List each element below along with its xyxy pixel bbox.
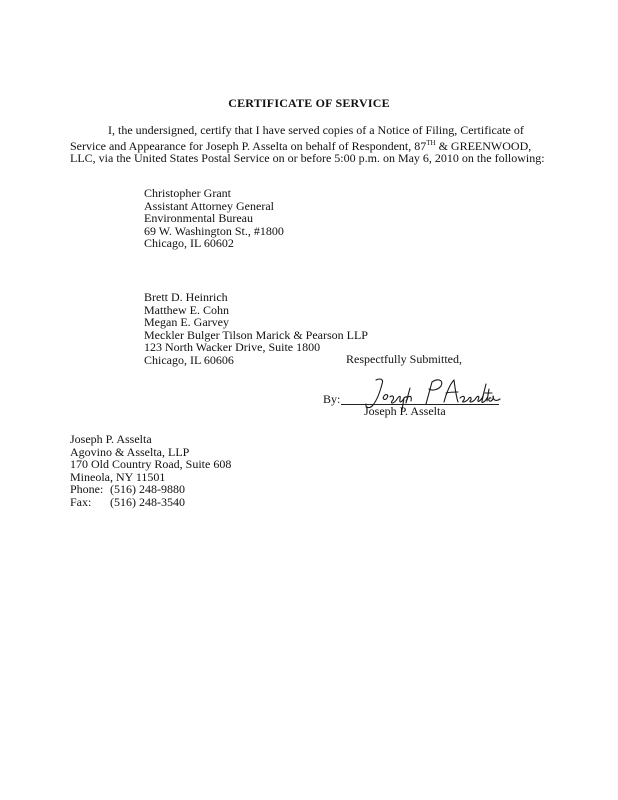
address-line: Chicago, IL 60606 xyxy=(144,352,234,367)
intro-text-part1: I, the undersigned, certify that I have served copies of a Notice of Filing, Certificate of Service and Appearance for Joseph P. Asselta on behalf of Respondent, 87 xyxy=(70,123,524,153)
address-line: Environmental Bureau xyxy=(144,211,253,226)
address-line: Brett D. Heinrich xyxy=(144,290,228,304)
recipient-address-block xyxy=(144,187,284,250)
address-line: Meckler Bulger Tilson Marick & Pearson LLP xyxy=(144,327,368,342)
phone-number: (516) 248-9880 xyxy=(110,482,185,497)
address-line: 123 North Wacker Drive, Suite 1800 xyxy=(144,340,321,355)
address-line: Christopher Grant xyxy=(144,186,231,200)
address-line: Chicago, IL 60602 xyxy=(144,236,234,251)
sender-name: Joseph P. Asselta xyxy=(70,432,152,446)
signer-name: Joseph P. Asselta xyxy=(364,404,446,418)
sender-contact-block xyxy=(70,433,231,509)
closing-text: Respectfully Submitted, xyxy=(346,352,462,366)
address-line: Assistant Attorney General xyxy=(144,198,274,213)
address-line: Matthew E. Cohn xyxy=(144,302,229,317)
address-line: Megan E. Garvey xyxy=(144,315,229,330)
address-line: 69 W. Washington St., #1800 xyxy=(144,223,284,238)
document-title: CERTIFICATE OF SERVICE xyxy=(228,96,390,110)
sender-city: Mineola, NY 11501 xyxy=(70,469,166,484)
sender-firm: Agovino & Asselta, LLP xyxy=(70,444,190,459)
by-label: By: xyxy=(323,392,341,406)
fax-number: (516) 248-3540 xyxy=(110,494,185,509)
certification-paragraph xyxy=(70,124,554,165)
fax-label: Fax: xyxy=(70,494,92,509)
phone-label: Phone: xyxy=(70,482,104,497)
sender-fax-row xyxy=(70,496,231,509)
intro-superscript: TH xyxy=(426,138,436,147)
sender-street: 170 Old Country Road, Suite 608 xyxy=(70,457,232,472)
recipient-address-block xyxy=(144,291,368,367)
intro-text-part2: & GREENWOOD, LLC, via the United States Postal Service on or before 5:00 p.m. on May 6, 2010 on the following: xyxy=(70,138,545,165)
